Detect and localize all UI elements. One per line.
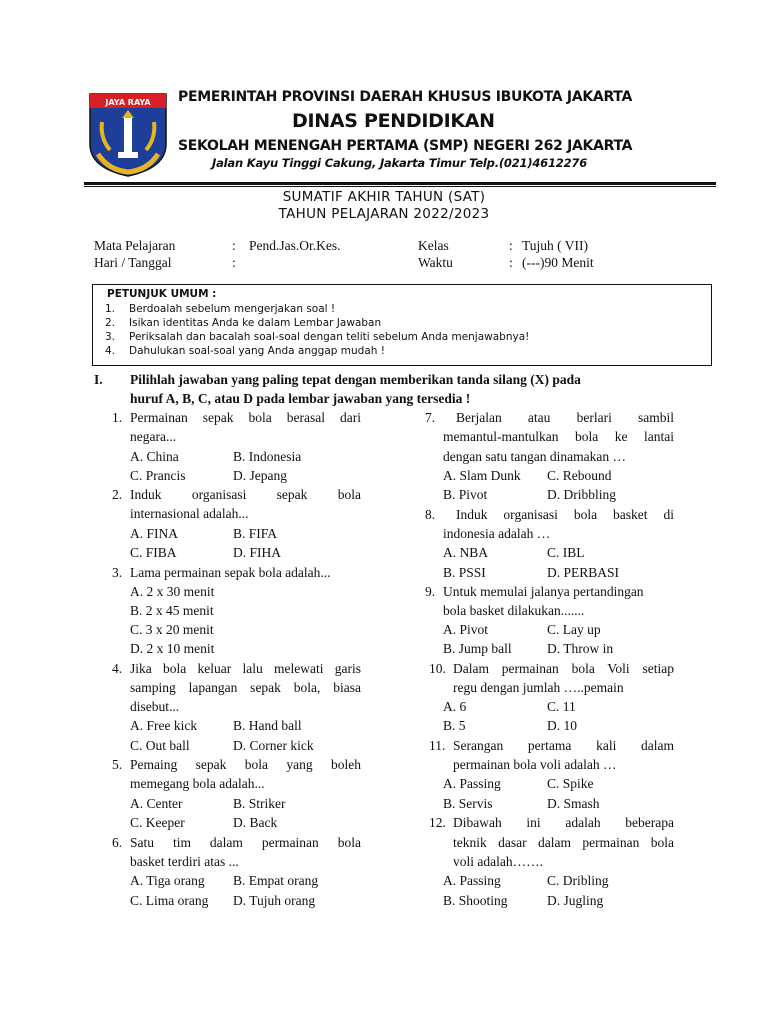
option-b: B. Indonesia [233,449,302,464]
header-school-address: Jalan Kayu Tinggi Cakung, Jakarta Timur Telp.(021)4612276 [212,156,587,170]
question-text: Satu tim dalam permainan bola [130,835,361,850]
question-text: regu dengan jumlah …..pemain [453,680,624,695]
option-a: A. 6 [443,699,467,714]
question-text: Serangan pertama kali dalam [453,738,674,753]
option-b: B. Servis [443,796,493,811]
question-text: Untuk memulai jalanya pertandingan [443,584,644,599]
section-instruction-line1: Pilihlah jawaban yang paling tepat dengan memberikan tanda silang (X) pada [130,372,581,387]
option-d: D. 2 x 10 menit [130,641,215,656]
option-d: D. Corner kick [233,738,314,753]
question-text: Dalam permainan bola Voli setiap [453,661,674,676]
hari-label: Hari / Tanggal [94,255,172,270]
instruction-text: Periksalah dan bacalah soal-soal dengan teliti sebelum Anda menjawabnya! [129,331,530,343]
option-c: C. FIBA [130,545,177,560]
option-d: D. PERBASI [547,565,620,580]
option-b: B. FIFA [233,526,278,541]
header-school-name: SEKOLAH MENENGAH PERTAMA (SMP) NEGERI 262 JAKARTA [178,138,633,154]
option-a: A. 2 x 30 menit [130,584,215,599]
option-b: B. Striker [233,796,286,811]
question-text: permainan bola voli adalah … [453,757,617,772]
option-b: B. PSSI [443,565,486,580]
option-d: D. FIHA [233,545,282,560]
question-text: memantul-mantulkan bola ke lantai [443,429,674,444]
instruction-num: 3. [105,331,116,343]
instruction-text: Dahulukan soal-soal yang Anda anggap mudah ! [129,345,385,357]
option-a: A. Center [130,796,183,811]
option-d: D. Smash [547,796,600,811]
question-text: disebut... [130,699,180,714]
general-instructions-box [92,284,712,366]
svg-text:JAYA RAYA: JAYA RAYA [105,98,151,107]
question-text: teknik dasar dalam permainan bola [453,835,674,850]
option-a: A. Passing [443,873,501,888]
question-text: memegang bola adalah... [130,776,265,791]
question-text: Berjalan atau berlari sambil [456,410,674,425]
question-text: voli adalah……. [453,854,543,869]
question-number: 6. [112,835,123,850]
question-number: 12. [429,815,446,830]
question-text: Induk organisasi bola basket di [456,507,674,522]
mapel-colon: : [232,238,236,253]
question-number: 7. [425,410,436,425]
waktu-label: Waktu [418,255,453,270]
question-number: 9. [425,584,436,599]
header-agency-title: DINAS PENDIDIKAN [292,110,495,132]
option-b: B. 2 x 45 menit [130,603,214,618]
waktu-value: (---)90 Menit [522,255,594,270]
option-b: B. Pivot [443,487,488,502]
option-c: C. 11 [547,699,576,714]
option-c: C. Lay up [547,622,601,637]
question-text: Permainan sepak bola berasal dari [130,410,361,425]
option-a: A. Passing [443,776,501,791]
hari-colon: : [232,255,236,270]
option-d: D. Jepang [233,468,287,483]
option-a: A. Free kick [130,718,198,733]
option-b: B. Empat orang [233,873,319,888]
header-divider-thin [84,186,716,187]
option-c: C. Rebound [547,468,612,483]
question-number: 5. [112,757,123,772]
question-number: 4. [112,661,123,676]
instruction-text: Isikan identitas Anda ke dalam Lembar Jawaban [129,317,382,329]
option-d: D. Dribbling [547,487,616,502]
mapel-label: Mata Pelajaran [94,238,176,253]
question-number: 10. [429,661,446,676]
option-a: A. NBA [443,545,489,560]
question-number: 3. [112,565,123,580]
option-c: C. Prancis [130,468,186,483]
section-number: I. [94,372,103,387]
instruction-text: Berdoalah sebelum mengerjakan soal ! [129,303,336,315]
exam-year: TAHUN PELAJARAN 2022/2023 [278,206,490,222]
exam-title: SUMATIF AKHIR TAHUN (SAT) [282,189,486,205]
question-text: Dibawah ini adalah beberapa [453,815,674,830]
question-number: 1. [112,410,123,425]
option-c: C. 3 x 20 menit [130,622,214,637]
question-text: Jika bola keluar lalu melewati garis [130,661,361,676]
question-number: 2. [112,487,123,502]
kelas-value: Tujuh ( VII) [522,238,589,253]
instruction-num: 4. [105,345,116,357]
question-text: Pemaing sepak bola yang boleh [130,757,361,772]
option-a: A. FINA [130,526,179,541]
header-government-line: PEMERINTAH PROVINSI DAERAH KHUSUS IBUKOTA JAKARTA [178,89,632,105]
instruction-num: 2. [105,317,116,329]
option-b: B. Jump ball [443,641,512,656]
option-d: D. Tujuh orang [233,893,316,908]
waktu-colon: : [509,255,513,270]
option-a: A. Pivot [443,622,489,637]
question-text: negara... [130,429,177,444]
option-c: C. Keeper [130,815,185,830]
question-text: dengan satu tangan dinamakan … [443,449,626,464]
question-text: bola basket dilakukan....... [443,603,585,618]
question-text: indonesia adalah … [443,526,551,541]
dki-jakarta-emblem-logo [88,92,168,178]
option-d: D. 10 [547,718,577,733]
option-b: B. 5 [443,718,466,733]
kelas-colon: : [509,238,513,253]
mapel-value: Pend.Jas.Or.Kes. [249,238,341,253]
kelas-label: Kelas [418,238,449,253]
question-text: Lama permainan sepak bola adalah... [130,565,331,580]
option-d: D. Throw in [547,641,614,656]
question-text: basket terdiri atas ... [130,854,239,869]
option-b: B. Shooting [443,893,508,908]
option-a: A. Slam Dunk [443,468,521,483]
instructions-title: PETUNJUK UMUM : [107,288,217,300]
option-d: D. Back [233,815,278,830]
question-text: samping lapangan sepak bola, biasa [130,680,361,695]
header-divider-thick [84,182,716,185]
option-a: A. China [130,449,179,464]
option-c: C. Out ball [130,738,190,753]
question-text: Induk organisasi sepak bola [130,487,361,502]
question-number: 8. [425,507,436,522]
option-a: A. Tiga orang [130,873,205,888]
option-c: C. IBL [547,545,585,560]
question-text: internasional adalah... [130,506,249,521]
option-c: C. Spike [547,776,594,791]
option-d: D. Jugling [547,893,604,908]
instruction-num: 1. [105,303,116,315]
question-number: 11. [429,738,446,753]
section-instruction-line2: huruf A, B, C, atau D pada lembar jawaban yang tersedia ! [130,391,471,406]
option-c: C. Dribling [547,873,609,888]
option-c: C. Lima orang [130,893,209,908]
option-b: B. Hand ball [233,718,302,733]
